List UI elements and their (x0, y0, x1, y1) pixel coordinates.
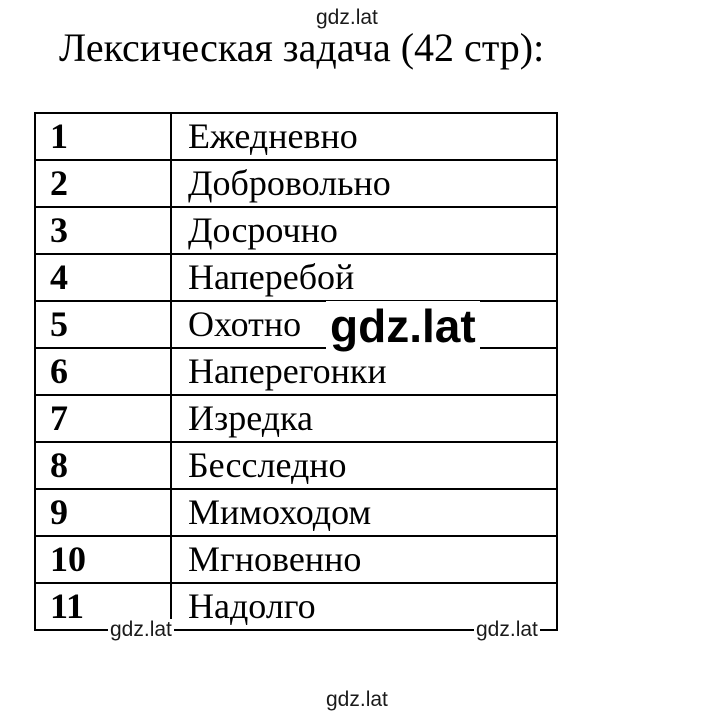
row-word: Ежедневно (171, 113, 557, 160)
row-word: Мимоходом (171, 489, 557, 536)
table-row (35, 442, 557, 489)
row-word: Бесследно (171, 442, 557, 489)
table-row (35, 254, 557, 301)
table-row (35, 489, 557, 536)
answer-table (34, 112, 558, 631)
row-number: 8 (35, 442, 171, 489)
watermark-right: gdz.lat (476, 618, 538, 641)
watermark-top: gdz.lat (316, 6, 378, 29)
row-number: 2 (35, 160, 171, 207)
row-number: 4 (35, 254, 171, 301)
row-number: 3 (35, 207, 171, 254)
row-number: 9 (35, 489, 171, 536)
table-row (35, 395, 557, 442)
table-row (35, 160, 557, 207)
page-title: Лексическая задача (42 стр): (59, 25, 545, 70)
row-number: 11 (35, 583, 171, 630)
watermark-left: gdz.lat (110, 618, 172, 641)
row-word: Наперегонки (171, 348, 557, 395)
row-word: Добровольно (171, 160, 557, 207)
row-word: Досрочно (171, 207, 557, 254)
row-number: 5 (35, 301, 171, 348)
row-word: Надолго (171, 583, 557, 630)
row-word: Изредка (171, 395, 557, 442)
watermark-bottom: gdz.lat (326, 688, 388, 711)
table-row (35, 113, 557, 160)
watermark-center: gdz.lat (326, 301, 480, 349)
table-row (35, 348, 557, 395)
row-number: 7 (35, 395, 171, 442)
row-word: Охотно (171, 301, 557, 348)
row-number: 1 (35, 113, 171, 160)
table-row (35, 536, 557, 583)
row-number: 6 (35, 348, 171, 395)
table-row (35, 207, 557, 254)
row-number: 10 (35, 536, 171, 583)
row-word: Мгновенно (171, 536, 557, 583)
row-word: Наперебой (171, 254, 557, 301)
